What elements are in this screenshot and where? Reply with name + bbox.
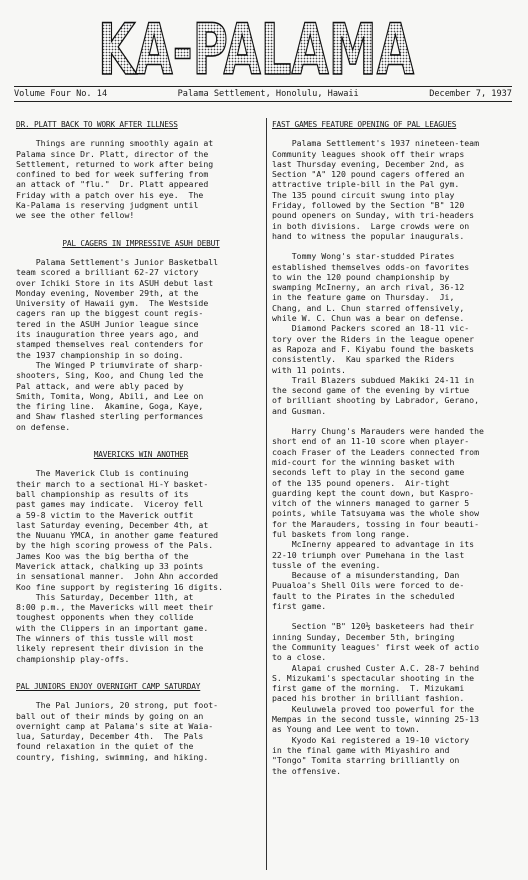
masthead: [96, 6, 416, 91]
headline-mavericks: MAVERICKS WIN ANOTHER: [93, 450, 189, 460]
headline-pal-leagues: FAST GAMES FEATURE OPENING OF PAL LEAGUES: [272, 120, 457, 129]
article-pal-leagues-135-pound: Harry Chung's Marauders were handed the short end of an 11-10 score when player- coach Fraser of the Leaders connected from mid-court for the winning basket with seconds left to play in the second game of the 135 pound openers. Air-tight guarding kept the count down, but Kaspro- vitch of the winners managed to garner 5 points, while Tatsuyama was the whole show for the Marauders, tossing in four beauti- ful baskets from long range. McInerny appeared to advantage in its 22-10 triumph over Pumehana in the last tussle of the evening. Because of a misunderstanding, Dan Puualoa's Shell Oils were forced to de- fault to the Pirates in the scheduled first game.: [272, 426, 484, 612]
article-pal-juniors-camp: The Pal Juniors, 20 strong, put foot- ball out of their minds by going on an overnight camp at Palama's site at Waia- lua, Saturday, December 4th. The Pals found relaxation in the quiet of the country, fishing, swimming, and hiking.: [16, 700, 219, 762]
article-pal-leagues-120-pound: Tommy Wong's star-studded Pirates established themselves odds-on favorites to win the 120 pound championship by swamping McInerny, an arch rival, 36-12 in the feature game on Thursday. Ji, Chang, and L. Chun starred offensively, while W. C. Chun was a bear on defense. Diamond Packers scored an 18-11 vic- tory over the Riders in the league opener as Rapoza and F. Kiyabu found the baskets consistently. Kau sparked the Riders with 11 points. Trail Blazers subdued Makiki 24-11 in the second game of the evening by virtue of brilliant shooting by Labrador, Gerano, and Gusman.: [272, 251, 480, 416]
headline-pal-juniors-camp: PAL JUNIORS ENJOY OVERNIGHT CAMP SATURDAY: [16, 681, 201, 691]
left-column: [16, 120, 266, 762]
issue-info-bar: [14, 86, 512, 102]
right-column: [272, 120, 516, 776]
article-pal-leagues-intro: Palama Settlement's 1937 nineteen-team Community leagues shook off their wraps last Thursday evening, December 2nd, as Section "A" 120 pound cagers offered an attractive triple-bill in the Pal gym. The 135 pound circuit swung into play Friday, followed by the Section "B" 120 pound openers on Sunday, with tri-headers in both divisions. Large crowds were on hand to witness the popular inaugurals.: [272, 138, 480, 241]
headline-platt-back: DR. PLATT BACK TO WORK AFTER ILLNESS: [16, 120, 178, 129]
masthead-title: KA-PALAMA: [98, 9, 414, 91]
issue-date: December 7, 1937: [429, 89, 512, 99]
masthead-logo: [96, 6, 416, 91]
article-platt-back: Things are running smoothly again at Palama since Dr. Platt, director of the Settlement, returned to work after being confined to bed for week suffering from an attack of "flu." Dr. Platt appeared Friday with a patch over his eye. The Ka-Palama is reserving judgment until we see the other fellow!: [16, 138, 214, 221]
article-pal-cagers: Palama Settlement's Junior Basketball team scored a brilliant 62-27 victory over Ichiki Store in its ASUH debut last Monday evening, November 29th, at the University of Hawaii gym. The Westside cagers ran up the biggest count regis- tered in the ASUH Junior league since its inauguration three years ago, and stamped themselves real contenders for the 1937 championship in so doing. The Winged P triumvirate of sharp- shooters, Sing, Koo, and Chung led the Pal attack, and were ably paced by Smith, Tomita, Wong, Abili, and Lee on the firing line. Akamine, Goga, Kaye, and Shaw flashed sterling performances on defense.: [16, 256, 219, 432]
headline-pal-cagers: PAL CAGERS IN IMPRESSIVE ASUH DEBUT: [62, 238, 220, 248]
article-mavericks: The Maverick Club is continuing their march to a sectional Hi-Y basket- ball championship as results of its past games may indicate. Viceroy fell a 59-8 victim to the Maverick outfit last Saturday evening, December 4th, at the Nuuanu YMCA, in another game featured by the high scoring prowess of the Pals. James Koo was the big bertha of the Maverick attack, chalking up 33 points in sensational manner. John Ahn accorded Koo fine support by registering 16 digits. This Saturday, December 11th, at 8:00 p.m., the Mavericks will meet their toughest opponents when they collide with the Clippers in an important game. The winners of this tussle will most likely represent their division in the championship play-offs.: [16, 468, 224, 664]
volume-number: Volume Four No. 14: [14, 89, 108, 99]
publication-place: Palama Settlement, Honolulu, Hawaii: [177, 89, 359, 99]
article-pal-leagues-section-b: Section "B" 120½ basketeers had their inning Sunday, December 5th, bringing the Community leagues' first week of actio to a close. Alapai crushed Custer A.C. 28-7 behind S. Mizukami's spectacular shooting in the first game of the morning. T. Mizukami paced his brother in brilliant fashion. Keuluwela proved too powerful for the Mempas in the second tussle, winning 25-13 as Young and Lee went to town. Kyodo Kai registered a 19-10 victory in the final game with Miyashiro and "Tongo" Tomita starring brilliantly on the offensive.: [272, 621, 480, 776]
column-divider: [266, 118, 267, 870]
